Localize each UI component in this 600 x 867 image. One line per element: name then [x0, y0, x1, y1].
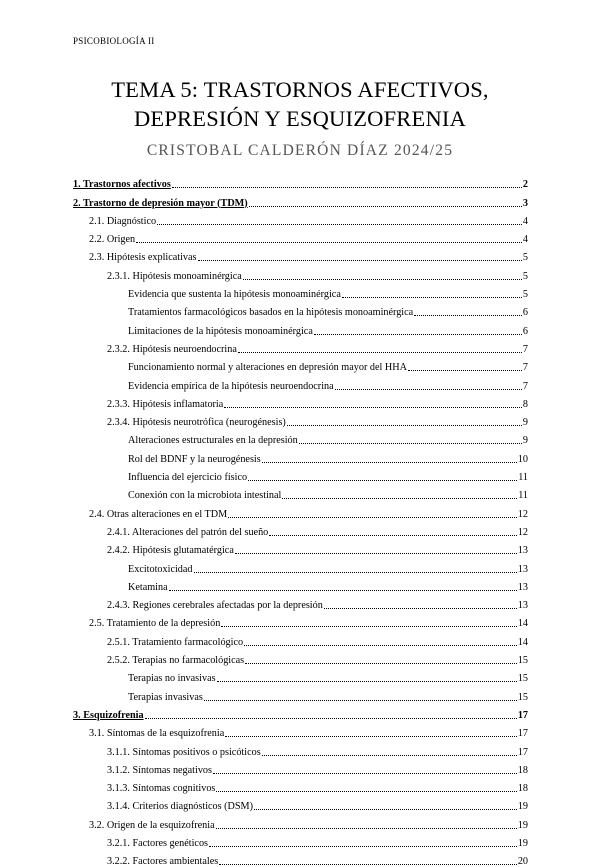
toc-entry-page: 6 [522, 307, 528, 319]
toc-entry[interactable] [73, 666, 528, 684]
toc-entry-page: 7 [522, 343, 528, 355]
toc-entry-page: 8 [522, 398, 528, 410]
toc-dot-leader [228, 516, 517, 518]
table-of-contents [73, 172, 528, 867]
toc-entry[interactable] [73, 373, 528, 391]
toc-dot-leader [244, 644, 517, 646]
toc-entry-title: 2.3.3. Hipótesis inflamatoria [107, 398, 224, 410]
toc-entry-title: 2.4.1. Alteraciones del patrón del sueño [107, 526, 269, 538]
toc-dot-leader [145, 717, 517, 719]
toc-entry[interactable] [73, 337, 528, 355]
toc-entry[interactable] [73, 593, 528, 611]
toc-entry-page: 19 [517, 837, 528, 849]
toc-entry[interactable] [73, 172, 528, 190]
toc-entry[interactable] [73, 300, 528, 318]
toc-dot-leader [157, 223, 522, 225]
toc-entry-title: Ketamina [128, 581, 168, 593]
toc-entry-title: 2.3. Hipótesis explicativas [89, 252, 197, 264]
toc-entry-page: 17 [517, 728, 528, 740]
toc-entry-page: 9 [522, 435, 528, 447]
toc-dot-leader [254, 808, 517, 810]
toc-entry-title: 3.2.2. Factores ambientales [107, 856, 219, 867]
toc-dot-leader [282, 497, 517, 499]
toc-dot-leader [408, 369, 522, 371]
toc-dot-leader [262, 461, 517, 463]
toc-entry-title: Terapias no invasivas [128, 673, 216, 685]
toc-entry-title: 2.4.3. Regiones cerebrales afectadas por la depresión [107, 600, 323, 612]
toc-dot-leader [216, 827, 517, 829]
toc-entry-page: 9 [522, 417, 528, 429]
toc-entry-page: 5 [522, 252, 528, 264]
toc-entry-title: 2.2. Origen [89, 234, 136, 246]
toc-entry-page: 15 [517, 673, 528, 685]
toc-entry[interactable] [73, 812, 528, 830]
toc-entry-title: Alteraciones estructurales en la depresión [128, 435, 298, 447]
toc-entry-title: 2.5.2. Terapias no farmacológicas [107, 655, 245, 667]
toc-entry[interactable] [73, 611, 528, 629]
toc-dot-leader [238, 351, 522, 353]
toc-entry-page: 18 [517, 764, 528, 776]
toc-entry[interactable] [73, 190, 528, 208]
toc-entry[interactable] [73, 501, 528, 519]
toc-dot-leader [136, 241, 522, 243]
toc-entry[interactable] [73, 227, 528, 245]
toc-dot-leader [249, 205, 522, 207]
toc-entry[interactable] [73, 355, 528, 373]
toc-entry-page: 17 [517, 709, 528, 721]
toc-dot-leader [204, 699, 517, 701]
toc-dot-leader [209, 845, 517, 847]
toc-entry-page: 11 [518, 472, 528, 484]
toc-entry-title: Evidencia que sustenta la hipótesis monoaminérgica [128, 289, 341, 301]
toc-entry-page: 19 [517, 801, 528, 813]
toc-dot-leader [194, 571, 517, 573]
toc-entry[interactable] [73, 831, 528, 849]
toc-dot-leader [314, 333, 522, 335]
toc-entry[interactable] [73, 794, 528, 812]
toc-entry-title: Evidencia empírica de la hipótesis neuroendocrina [128, 380, 334, 392]
toc-dot-leader [269, 534, 517, 536]
toc-entry-title: 2.3.1. Hipótesis monoaminérgica [107, 270, 242, 282]
toc-entry-page: 3 [522, 197, 528, 209]
toc-entry[interactable] [73, 209, 528, 227]
toc-entry-title: Tratamientos farmacológicos basados en la hipótesis monoaminérgica [128, 307, 414, 319]
toc-entry-page: 14 [517, 636, 528, 648]
toc-entry[interactable] [73, 245, 528, 263]
toc-entry[interactable] [73, 739, 528, 757]
toc-dot-leader [224, 406, 522, 408]
toc-entry[interactable] [73, 629, 528, 647]
toc-entry-title: 3.2.1. Factores genéticos [107, 837, 208, 849]
toc-entry-title: Influencia del ejercicio físico [128, 472, 248, 484]
toc-dot-leader [414, 314, 522, 316]
toc-entry[interactable] [73, 721, 528, 739]
toc-dot-leader [245, 662, 517, 664]
toc-entry-page: 15 [517, 691, 528, 703]
toc-entry-page: 15 [517, 655, 528, 667]
toc-dot-leader [219, 863, 517, 865]
toc-entry-page: 7 [522, 362, 528, 374]
toc-entry-page: 2 [522, 179, 528, 191]
toc-entry-title: 3.1. Síntomas de la esquizofrenia [89, 728, 225, 740]
toc-dot-leader [299, 442, 522, 444]
toc-entry-title: Conexión con la microbiota intestinal [128, 490, 282, 502]
toc-entry-page: 6 [522, 325, 528, 337]
toc-entry-page: 4 [522, 234, 528, 246]
toc-entry[interactable] [73, 318, 528, 336]
toc-entry[interactable] [73, 538, 528, 556]
toc-entry[interactable] [73, 556, 528, 574]
toc-entry-title: 2.5. Tratamiento de la depresión [89, 618, 221, 630]
toc-entry[interactable] [73, 776, 528, 794]
toc-entry[interactable] [73, 648, 528, 666]
toc-entry-page: 12 [517, 508, 528, 520]
toc-entry-page: 17 [517, 746, 528, 758]
toc-entry-title: 1. Trastornos afectivos [73, 179, 171, 191]
toc-dot-leader [213, 772, 517, 774]
toc-entry-title: 2.4. Otras alteraciones en el TDM [89, 508, 228, 520]
toc-entry[interactable] [73, 520, 528, 538]
toc-dot-leader [216, 790, 516, 792]
toc-dot-leader [243, 278, 522, 280]
document-title-line-1: TEMA 5: TRASTORNOS AFECTIVOS, [111, 77, 489, 102]
toc-entry[interactable] [73, 483, 528, 501]
toc-entry-title: 2.3.2. Hipótesis neuroendocrina [107, 343, 237, 355]
toc-dot-leader [172, 186, 522, 188]
toc-entry-page: 13 [517, 563, 528, 575]
toc-entry[interactable] [73, 392, 528, 410]
toc-entry[interactable] [73, 428, 528, 446]
toc-entry-page: 5 [522, 289, 528, 301]
toc-dot-leader [262, 754, 517, 756]
toc-entry-title: 2.5.1. Tratamiento farmacológico [107, 636, 244, 648]
toc-entry[interactable] [73, 703, 528, 721]
toc-entry-page: 11 [518, 490, 528, 502]
toc-dot-leader [287, 424, 522, 426]
toc-dot-leader [248, 479, 517, 481]
toc-entry-page: 7 [522, 380, 528, 392]
toc-entry-page: 13 [517, 600, 528, 612]
toc-entry[interactable] [73, 849, 528, 867]
toc-entry[interactable] [73, 684, 528, 702]
toc-entry-page: 4 [522, 215, 528, 227]
toc-entry-title: Limitaciones de la hipótesis monoaminérgica [128, 325, 313, 337]
toc-entry-title: Terapias invasivas [128, 691, 203, 703]
toc-entry-title: 3.1.2. Síntomas negativos [107, 764, 212, 776]
toc-entry[interactable] [73, 410, 528, 428]
toc-entry-page: 13 [517, 581, 528, 593]
toc-dot-leader [221, 625, 517, 627]
toc-dot-leader [198, 259, 522, 261]
author-line: CRISTOBAL CALDERÓN DÍAZ 2024/25 [146, 142, 454, 159]
toc-entry-page: 19 [517, 819, 528, 831]
toc-entry-title: 2.3.4. Hipótesis neurotrófica (neurogénesis) [107, 417, 286, 429]
toc-entry-title: 3. Esquizofrenia [73, 709, 144, 721]
toc-dot-leader [335, 388, 522, 390]
toc-entry[interactable] [73, 446, 528, 464]
toc-entry[interactable] [73, 575, 528, 593]
toc-entry[interactable] [73, 263, 528, 281]
toc-entry-page: 18 [517, 783, 528, 795]
toc-dot-leader [217, 680, 517, 682]
toc-entry-title: Rol del BDNF y la neurogénesis [128, 453, 261, 465]
running-header: PSICOBIOLOGÍA II [73, 36, 155, 46]
toc-entry-title: 3.1.1. Síntomas positivos o psicóticos [107, 746, 261, 758]
toc-entry-title: Excitotoxicidad [128, 563, 193, 575]
toc-entry-page: 20 [517, 856, 528, 867]
toc-entry-page: 12 [517, 526, 528, 538]
toc-entry[interactable] [73, 758, 528, 776]
toc-entry-title: 3.2. Origen de la esquizofrenia [89, 819, 215, 831]
toc-entry[interactable] [73, 465, 528, 483]
toc-entry-title: 3.1.4. Criterios diagnósticos (DSM) [107, 801, 254, 813]
toc-entry-page: 10 [517, 453, 528, 465]
toc-entry-page: 14 [517, 618, 528, 630]
toc-entry-title: 2. Trastorno de depresión mayor (TDM) [73, 197, 248, 209]
toc-dot-leader [169, 589, 517, 591]
toc-dot-leader [324, 607, 517, 609]
toc-entry-title: 2.1. Diagnóstico [89, 215, 157, 227]
toc-entry-title: Funcionamiento normal y alteraciones en depresión mayor del HHA [128, 362, 407, 374]
toc-dot-leader [342, 296, 522, 298]
toc-entry-title: 2.4.2. Hipótesis glutamatérgica [107, 545, 234, 557]
toc-dot-leader [225, 735, 517, 737]
document-title-line-2: DEPRESIÓN Y ESQUIZOFRENIA [133, 106, 467, 131]
toc-entry-title: 3.1.3. Síntomas cognitivos [107, 783, 216, 795]
toc-entry-page: 5 [522, 270, 528, 282]
toc-dot-leader [235, 552, 517, 554]
toc-entry-page: 13 [517, 545, 528, 557]
toc-entry[interactable] [73, 282, 528, 300]
